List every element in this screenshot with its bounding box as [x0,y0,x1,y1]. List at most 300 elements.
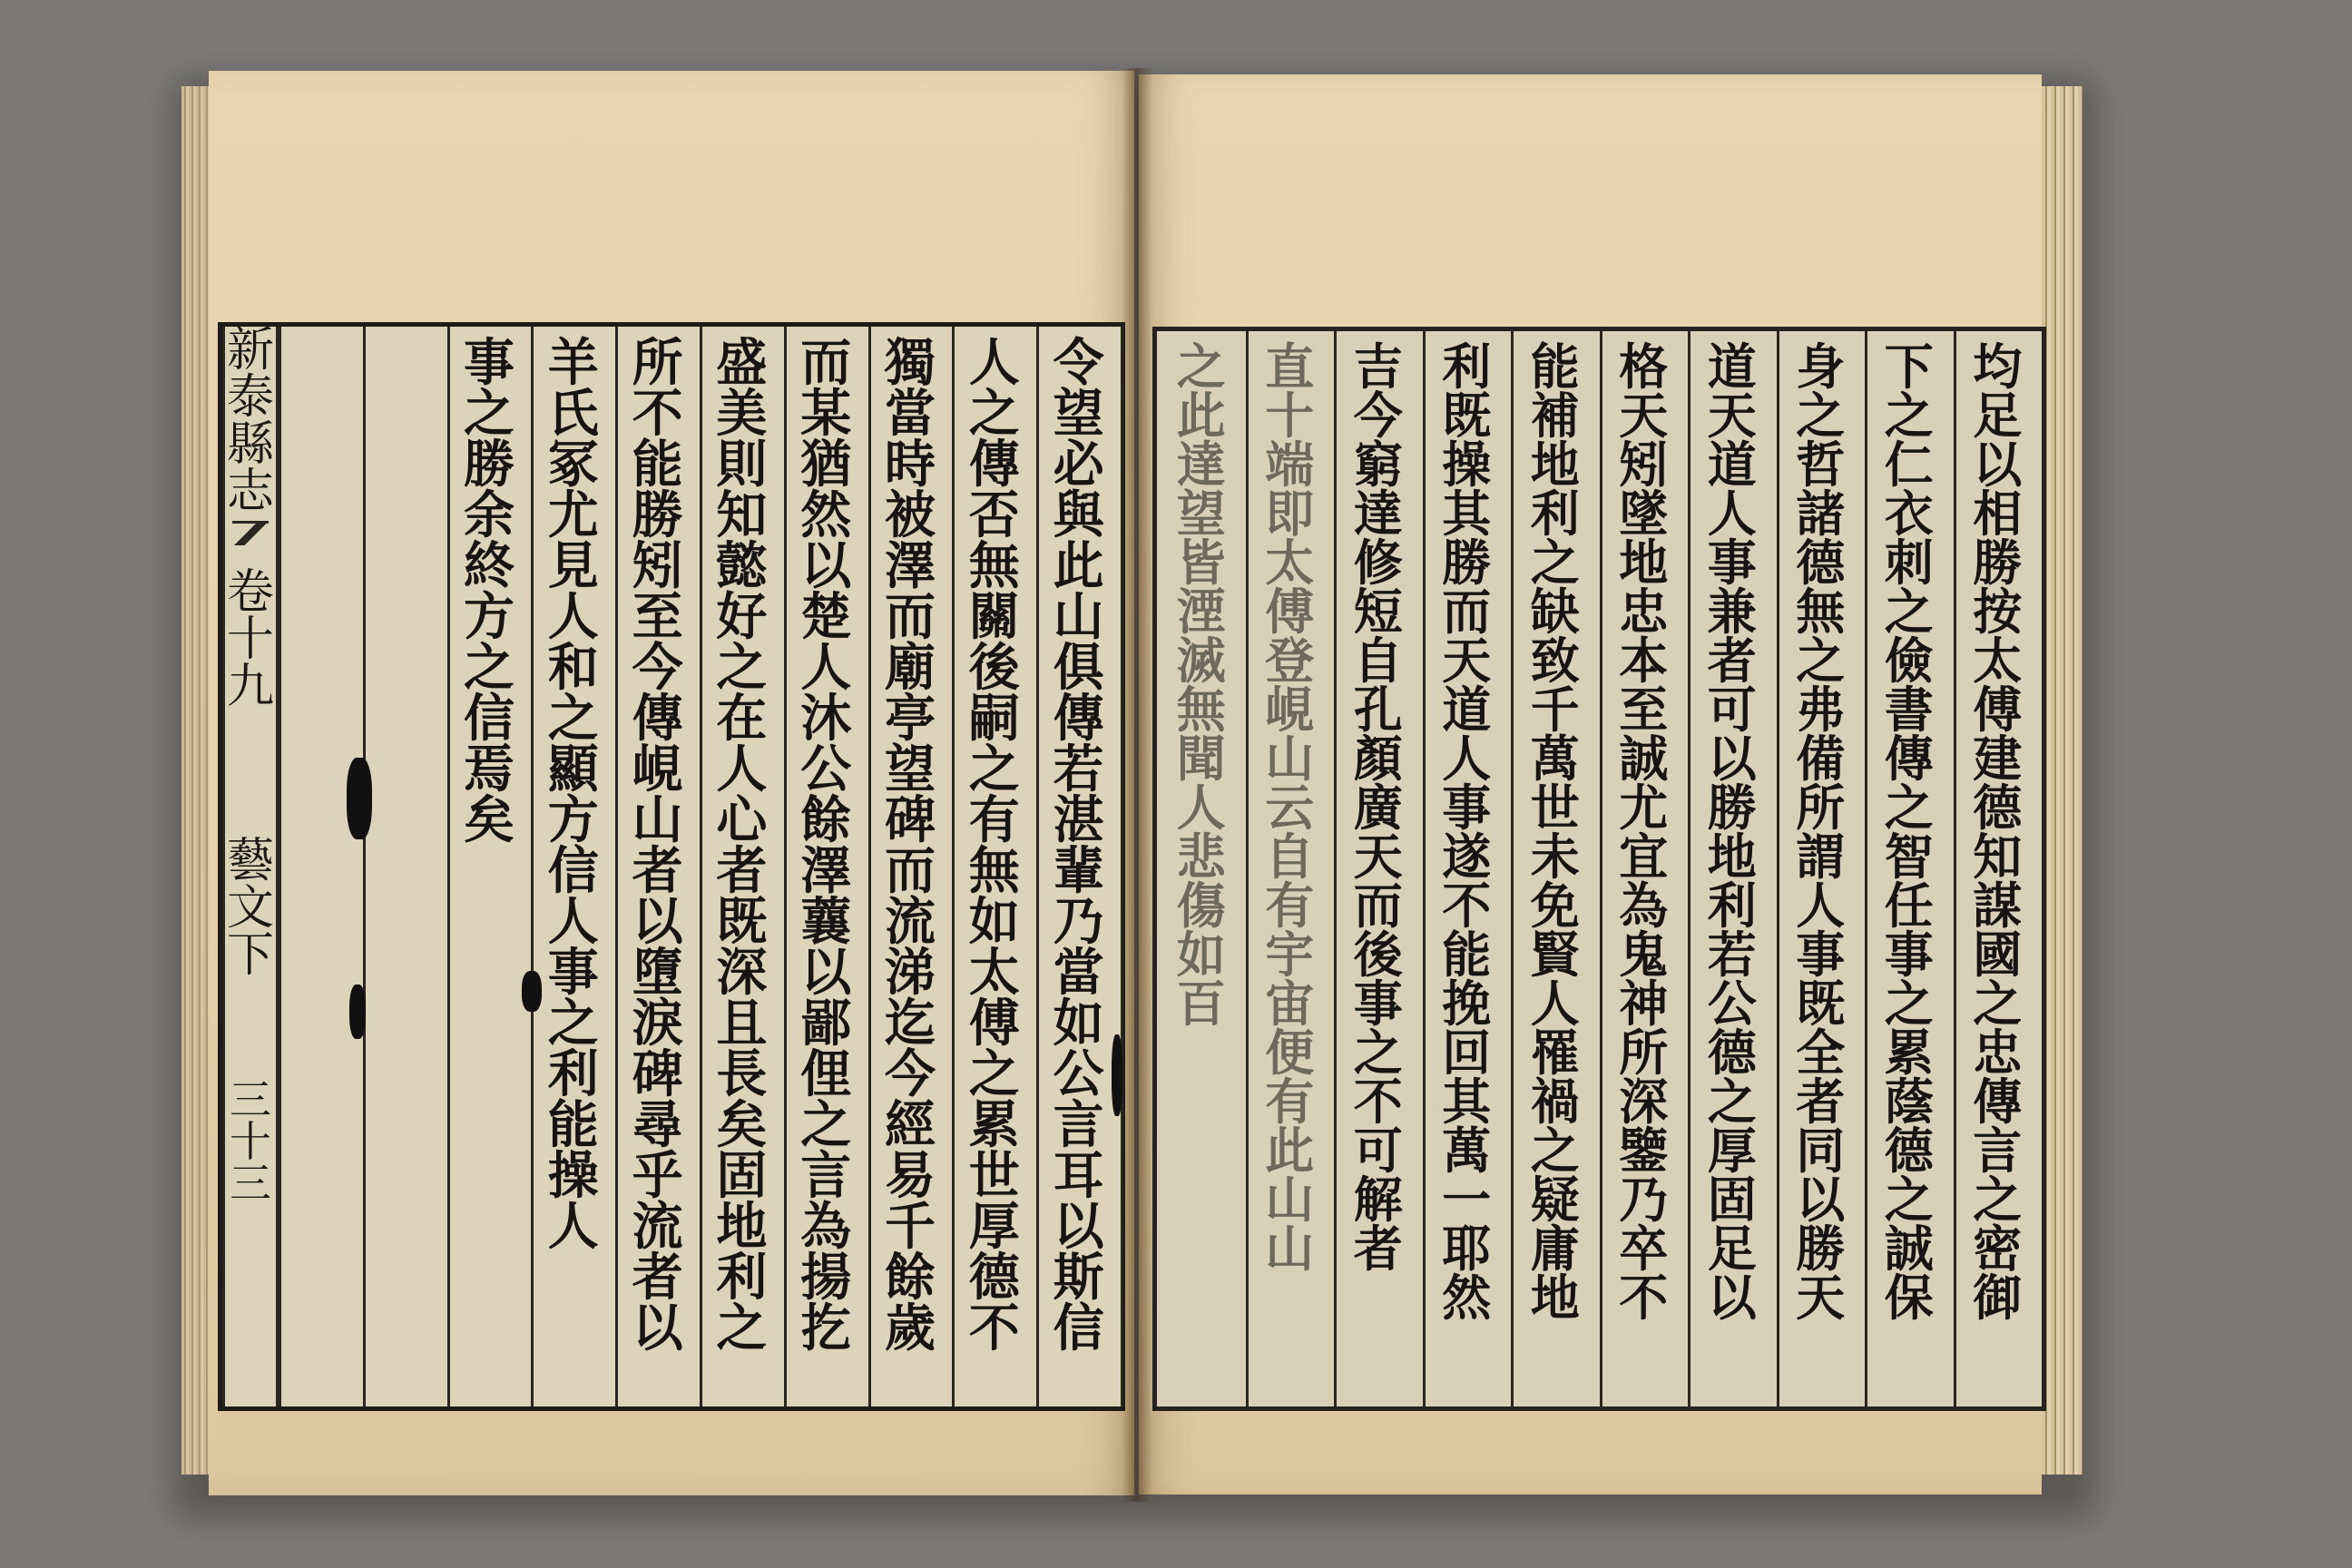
glyph: 傷 [1176,877,1226,935]
glyph: 能 [547,1095,599,1155]
glyph: 之 [968,1044,1020,1104]
glyph: 人 [1442,730,1492,788]
glyph: 宙 [1265,975,1315,1033]
glyph: 以 [800,943,852,1003]
ink-blot [1112,1034,1122,1116]
glyph: 言 [1053,1095,1104,1155]
glyph: 傳 [1973,1073,2023,1131]
glyph: 者 [632,1248,683,1308]
column-rule [279,327,281,1406]
text-column [1600,331,1689,1406]
glyph: 山 [1265,1220,1315,1278]
glyph: 顯 [547,740,599,799]
glyph: 為 [1619,877,1669,935]
glyph: 氏 [547,384,599,444]
glyph: 利 [1442,338,1492,396]
glyph: 且 [716,994,768,1054]
glyph: 千 [1530,681,1580,739]
glyph: 神 [1619,975,1669,1033]
glyph: 其 [1442,1073,1492,1131]
glyph: 太 [1265,534,1315,592]
glyph: 兼 [1707,583,1757,641]
glyph: 罹 [1530,1024,1580,1082]
glyph: 方 [547,790,599,850]
glyph: 人 [1796,877,1846,935]
glyph: 挽 [1442,975,1492,1033]
glyph: 聞 [1176,730,1226,788]
glyph: 即 [1265,485,1315,543]
glyph: 山 [1053,587,1104,647]
text-column [1954,331,2043,1406]
glyph: 之 [1884,975,1934,1033]
glyph: 余 [463,485,514,545]
glyph: 揚 [800,1248,852,1308]
glyph: 斯 [1053,1248,1104,1308]
glyph: 事 [1353,975,1403,1033]
glyph: 公 [800,740,852,799]
glyph: 沐 [800,689,852,749]
glyph: 墜 [1619,485,1669,543]
glyph: 百 [1176,975,1226,1033]
glyph: 庸 [1530,1220,1580,1278]
glyph: 其 [1442,485,1492,543]
glyph: 澤 [884,536,936,596]
glyph: 可 [1353,1122,1403,1180]
book-gutter [1122,68,1152,1502]
glyph: 按 [1973,583,2023,641]
glyph: 道 [1442,681,1492,739]
glyph: 德 [1973,779,2023,837]
glyph: 人 [547,1197,599,1257]
glyph: 至 [632,587,683,647]
glyph: 令 [1053,333,1104,393]
glyph: 所 [1796,779,1846,837]
glyph: 獨 [884,333,936,393]
glyph: 天 [1353,828,1403,886]
glyph: 無 [968,841,1020,901]
glyph: 謂 [1796,828,1846,886]
glyph: 望 [884,740,936,799]
glyph: 誠 [1619,730,1669,788]
glyph: 勝 [1442,534,1492,592]
glyph: 人 [968,333,1020,393]
glyph: 地 [716,1197,768,1257]
glyph: 後 [968,638,1020,698]
glyph: 以 [1796,1171,1846,1229]
glyph: 天 [1796,1269,1846,1327]
glyph: 利 [1707,877,1757,935]
glyph: 之 [1884,1171,1934,1229]
glyph: 時 [884,435,936,495]
glyph: 能 [632,435,683,495]
glyph: 當 [884,384,936,444]
glyph: 山 [1265,730,1315,788]
glyph: 卷 [226,565,274,620]
glyph: 知 [1973,828,2023,886]
glyph: 焉 [463,740,514,799]
glyph: 懿 [716,536,768,596]
glyph: 十 [230,1117,271,1166]
glyph: 淚 [632,994,683,1054]
glyph: 累 [968,1095,1020,1155]
glyph: 之 [547,689,599,749]
glyph: 深 [716,943,768,1003]
glyph: 矧 [1619,436,1669,494]
glyph: 有 [1265,1073,1315,1131]
glyph: 足 [1707,1220,1757,1278]
glyph: 萬 [1442,1122,1492,1180]
glyph: 鑒 [1619,1122,1669,1180]
glyph: 廟 [884,638,936,698]
glyph: 一 [1442,1171,1492,1229]
glyph: 新 [226,323,274,377]
glyph: 道 [1707,436,1757,494]
glyph: 密 [1973,1220,2023,1278]
glyph: 身 [1796,338,1846,396]
glyph: 不 [1353,1073,1403,1131]
glyph: 而 [884,841,936,901]
glyph: 然 [800,485,852,545]
glyph: 蔭 [1884,1073,1934,1131]
glyph: 美 [716,384,768,444]
glyph: 迄 [884,994,936,1054]
glyph: 此 [1265,1122,1315,1180]
glyph: 之 [463,384,514,444]
glyph: 便 [1265,1024,1315,1082]
glyph: 本 [1619,632,1669,690]
glyph: 賢 [1530,926,1580,984]
glyph: 餘 [800,790,852,850]
text-column [1865,331,1954,1406]
glyph: 涕 [884,943,936,1003]
glyph: 累 [1884,1024,1934,1082]
glyph: 終 [463,536,514,596]
glyph: 經 [884,1095,936,1155]
glyph: 十 [226,612,274,667]
glyph: 之 [1884,387,1934,445]
glyph: 被 [884,485,936,545]
glyph: 補 [1530,387,1580,445]
glyph: 心 [716,790,768,850]
glyph: 固 [1707,1171,1757,1229]
glyph: 好 [716,587,768,647]
glyph: 宜 [1619,828,1669,886]
glyph: 所 [1619,1024,1669,1082]
glyph: 之 [968,384,1020,444]
glyph: 之 [1176,338,1226,396]
glyph: 乃 [1053,892,1104,952]
glyph: 諸 [1796,485,1846,543]
glyph: 疑 [1530,1171,1580,1229]
glyph: 事 [1796,926,1846,984]
glyph: 事 [1442,779,1492,837]
glyph: 九 [226,660,274,714]
glyph: 勝 [1796,1220,1846,1278]
glyph: 利 [547,1044,599,1104]
glyph: 地 [1530,1269,1580,1327]
glyph: 滅 [1176,632,1226,690]
left-page-frame [218,322,1125,1411]
glyph: 同 [1796,1122,1846,1180]
glyph: 蘘 [800,892,852,952]
glyph: 保 [1884,1269,1934,1327]
glyph: 傅 [1265,583,1315,641]
glyph: 短 [1353,583,1403,641]
glyph: 峴 [1265,681,1315,739]
banxin-section [226,834,274,983]
glyph: 澤 [800,841,852,901]
glyph: 者 [716,841,768,901]
glyph: 修 [1353,534,1403,592]
banxin [222,323,279,1406]
glyph: 以 [1053,1197,1104,1257]
glyph: 厚 [968,1197,1020,1257]
glyph: 勝 [463,435,514,495]
glyph: 當 [1053,943,1104,1003]
glyph: 羊 [547,333,599,393]
glyph: 傳 [1884,730,1934,788]
glyph: 乃 [1619,1171,1669,1229]
column-rule [363,327,366,1406]
glyph: 事 [1884,926,1934,984]
glyph: 之 [716,638,768,698]
glyph: 地 [1619,534,1669,592]
text-column [531,327,615,1406]
right-page-frame [1152,327,2046,1411]
glyph: 遂 [1442,828,1492,886]
glyph: 猶 [800,435,852,495]
glyph: 自 [1265,828,1315,886]
glyph: 自 [1353,632,1403,690]
glyph: 如 [1053,994,1104,1054]
glyph: 回 [1442,1024,1492,1082]
glyph: 十 [1265,387,1315,445]
glyph: 之 [1707,1073,1757,1131]
glyph: 仁 [1884,436,1934,494]
text-column [1423,331,1512,1406]
glyph: 有 [1265,877,1315,935]
glyph: 如 [968,892,1020,952]
glyph: 足 [1973,387,2023,445]
glyph: 直 [1265,338,1315,396]
glyph: 歲 [884,1298,936,1358]
glyph: 尋 [632,1095,683,1155]
glyph: 在 [716,689,768,749]
glyph: 天 [1442,632,1492,690]
glyph: 楚 [800,587,852,647]
glyph: 關 [968,587,1020,647]
glyph: 信 [547,841,599,901]
glyph: 千 [884,1197,936,1257]
glyph: 見 [547,536,599,596]
glyph: 亭 [884,689,936,749]
text-column [1246,331,1335,1406]
glyph: 德 [968,1248,1020,1308]
glyph: 萬 [1530,730,1580,788]
glyph: 某 [800,384,852,444]
glyph: 哲 [1796,436,1846,494]
banxin-title [226,323,274,519]
glyph: 忠 [1973,1024,2023,1082]
glyph: 卒 [1619,1220,1669,1278]
glyph: 至 [1619,681,1669,739]
glyph: 湛 [1053,790,1104,850]
glyph: 嗣 [968,689,1020,749]
glyph: 勝 [1707,779,1757,837]
glyph: 而 [1353,877,1403,935]
glyph: 太 [968,943,1020,1003]
glyph: 不 [1619,1269,1669,1327]
glyph: 鄙 [800,994,852,1054]
glyph: 人 [547,892,599,952]
glyph: 公 [1053,1044,1104,1104]
glyph: 今 [884,1044,936,1104]
glyph: 達 [1176,436,1226,494]
glyph: 若 [1053,740,1104,799]
glyph: 道 [1707,338,1757,396]
glyph: 之 [1796,387,1846,445]
glyph: 誠 [1884,1220,1934,1278]
glyph: 尤 [547,485,599,545]
glyph: 人 [1707,485,1757,543]
glyph: 事 [547,943,599,1003]
glyph: 矣 [463,790,514,850]
glyph: 文 [226,881,274,936]
glyph: 與 [1053,485,1104,545]
glyph: 皆 [1176,534,1226,592]
glyph: 之 [800,1095,852,1155]
glyph: 尤 [1619,779,1669,837]
glyph: 扢 [800,1298,852,1358]
glyph: 後 [1353,926,1403,984]
glyph: 全 [1796,1024,1846,1082]
text-column [1036,327,1121,1406]
glyph: 禍 [1530,1073,1580,1131]
glyph: 德 [1707,1024,1757,1082]
glyph: 既 [716,892,768,952]
glyph: 厚 [1707,1122,1757,1180]
glyph: 餘 [884,1248,936,1308]
glyph: 顏 [1353,730,1403,788]
glyph: 能 [1442,926,1492,984]
glyph: 之 [547,994,599,1054]
glyph: 墮 [632,943,683,1003]
glyph: 言 [800,1146,852,1206]
glyph: 之 [1530,1122,1580,1180]
glyph: 碑 [632,1044,683,1104]
glyph: 矧 [632,536,683,596]
glyph: 以 [632,892,683,952]
glyph: 而 [1442,583,1492,641]
glyph: 地 [1707,828,1757,886]
glyph: 之 [1884,583,1934,641]
glyph: 長 [716,1044,768,1104]
text-column [447,327,532,1406]
glyph: 縣 [226,417,274,472]
glyph: 三 [230,1159,271,1208]
glyph: 信 [463,689,514,749]
glyph: 之 [463,638,514,698]
glyph: 太 [1973,632,2023,690]
glyph: 操 [1442,436,1492,494]
text-column [952,327,1036,1406]
glyph: 儉 [1884,632,1934,690]
glyph: 此 [1053,536,1104,596]
glyph: 端 [1265,436,1315,494]
glyph: 以 [800,536,852,596]
glyph: 云 [1265,779,1315,837]
glyph: 輩 [1053,841,1104,901]
glyph: 有 [968,790,1020,850]
glyph: 者 [632,841,683,901]
glyph: 碑 [884,790,936,850]
glyph: 弗 [1796,681,1846,739]
glyph: 所 [632,333,683,393]
glyph: 者 [1353,1220,1403,1278]
fish-tail-mark [232,521,268,545]
glyph: 未 [1530,828,1580,886]
banxin-page-number [230,1075,271,1208]
ink-blot [522,971,542,1012]
glyph: 固 [716,1146,768,1206]
glyph: 操 [547,1146,599,1206]
glyph: 俱 [1053,638,1104,698]
glyph: 之 [1530,534,1580,592]
glyph: 今 [1353,387,1403,445]
glyph: 德 [1884,1122,1934,1180]
glyph: 下 [226,928,274,983]
glyph: 湮 [1176,583,1226,641]
glyph: 無 [1796,583,1846,641]
glyph: 書 [1884,681,1934,739]
glyph: 相 [1973,485,2023,543]
glyph: 窮 [1353,436,1403,494]
glyph: 之 [968,740,1020,799]
glyph: 言 [1973,1122,2023,1180]
glyph: 勝 [632,485,683,545]
glyph: 此 [1176,387,1226,445]
glyph: 泰 [226,370,274,425]
glyph: 之 [1884,779,1934,837]
glyph: 為 [800,1197,852,1257]
glyph: 可 [1707,681,1757,739]
glyph: 傅 [1973,681,2023,739]
glyph: 者 [1796,1073,1846,1131]
text-column [784,327,868,1406]
glyph: 缺 [1530,583,1580,641]
glyph: 流 [632,1197,683,1257]
glyph: 免 [1530,877,1580,935]
glyph: 建 [1973,730,2023,788]
glyph: 望 [1176,485,1226,543]
glyph: 悲 [1176,828,1226,886]
glyph: 冢 [547,435,599,495]
glyph: 志 [226,465,274,519]
glyph: 人 [547,587,599,647]
glyph: 廣 [1353,779,1403,837]
ink-blot [349,985,366,1039]
glyph: 知 [716,485,768,545]
glyph: 登 [1265,632,1315,690]
glyph: 格 [1619,338,1669,396]
glyph: 事 [1707,534,1757,592]
glyph: 人 [800,638,852,698]
glyph: 人 [716,740,768,799]
glyph: 吉 [1353,338,1403,396]
text-column [1157,331,1246,1406]
glyph: 以 [1707,1269,1757,1327]
glyph: 如 [1176,926,1226,984]
